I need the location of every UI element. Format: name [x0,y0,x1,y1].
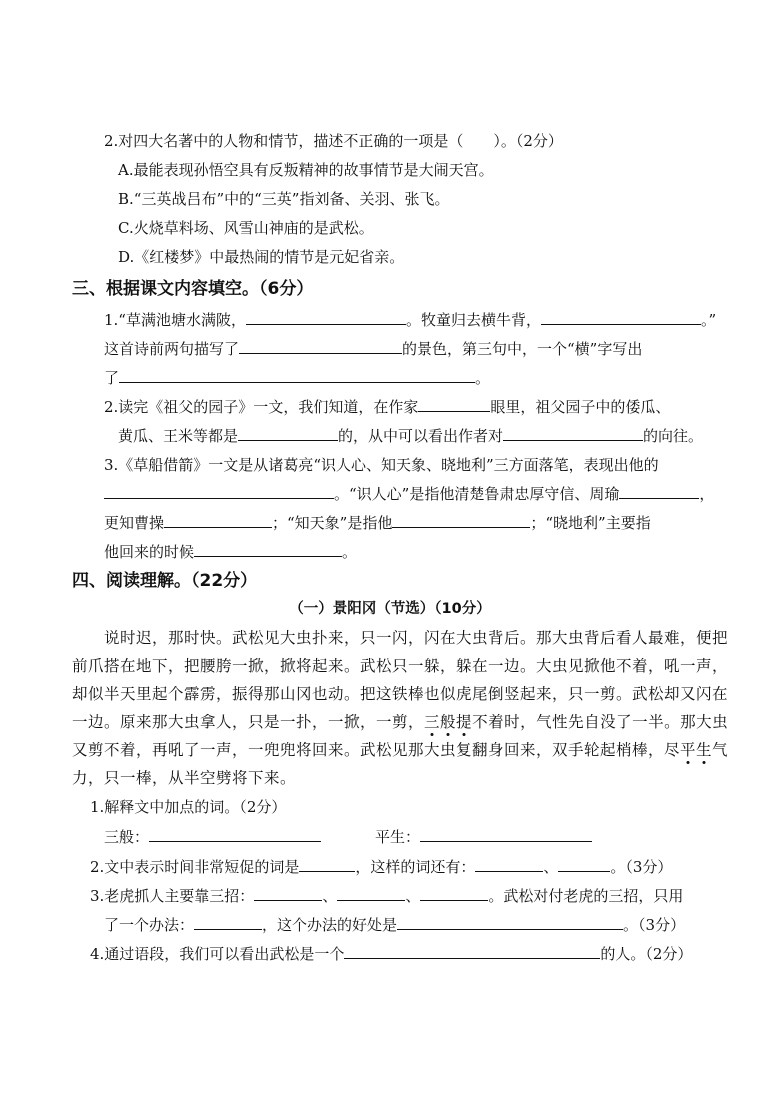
s4-q4 [90,944,780,964]
s3-q3-line2 [104,484,780,504]
s4-q3-line1 [90,886,780,906]
s4-q3-text-d: 。武松对付老虎的三招，只用 [488,887,684,905]
s4-q2-text-b: ，这样的词还有： [355,858,476,876]
s3-q1-text-g: 。 [475,369,491,387]
passage-line-2: 前爪搭在地下，把腰胯一掀，掀将起来。武松只一躲，躲在一边。大虫见掀他不着，吼一声， [72,657,729,675]
blank[interactable] [254,886,322,901]
blank[interactable] [149,827,321,842]
s3-q1-line1 [104,310,780,330]
s4-q3-text-e: 了一个办法： [104,916,195,934]
q2-option-c: C.火烧草料场、风雪山神庙的是武松。 [118,219,374,237]
blank[interactable] [344,944,600,959]
s3-q3-text-b: 。“识人心”是指他清楚鲁肃忠厚守信、周瑜 [334,485,620,503]
s4-q4-text-b: 的人。（2分） [600,945,693,963]
s4-q1-answers [104,827,780,847]
s3-q1-text-c: 。” [701,311,717,329]
s4-q3-text-b: 、 [322,887,338,905]
s3-q2-text-b: 眼里，祖父园子中的倭瓜、 [490,398,671,416]
blank[interactable] [397,915,623,930]
section-3-heading: 三、根据课文内容填空。（6分） [72,279,314,299]
s4-q3-text-f: ，这个办法的好处是 [262,916,398,934]
s4-q2-text-a: 2.文中表示时间非常短促的词是 [90,858,300,876]
blank[interactable] [239,339,402,354]
s3-q3-text-e: ；“知天象”是指他 [272,514,393,532]
blank[interactable] [420,886,488,901]
blank[interactable] [164,513,272,528]
passage-line-4 [72,712,780,732]
passage-line-1: 说时迟，那时快。武松见大虫扑来，只一闪，闪在大虫背后。那大虫背后看人最难，便把 [104,629,729,647]
s3-q1-text-f: 了 [104,369,120,387]
q2-stem: 2.对四大名著中的人物和情节，描述不正确的一项是（ ）。（2分） [104,132,563,150]
s3-q3-text-g: 他回来的时候 [104,543,195,561]
section-4-heading: 四、阅读理解。（22分） [72,571,258,591]
s4-q1-label-a: 三般： [104,828,150,846]
passage-line-5-b: 气 [712,741,729,759]
s3-q2-text-d: 的，从中可以看出作者对 [338,427,504,445]
s3-q3-text-f: ；“晓地利”主要指 [530,514,651,532]
passage-line-4-b: 不着时，气性先自没了一半。那大虫 [472,713,729,731]
dotted-char: 平 [680,741,697,759]
s4-q3-text-c: 、 [405,887,421,905]
passage-line-6: 力，只一棒，从半空劈将下来。 [72,769,297,787]
s3-q1-text-a: 1.“草满池塘水满陂， [104,311,246,329]
s3-q3-line1: 3.《草船借箭》一文是从诸葛亮“识人心、知天象、晓地利”三方面落笔，表现出他的 [104,456,659,474]
blank[interactable] [238,426,338,441]
s3-q1-line2 [104,339,780,359]
s4-q4-text-a: 4.通过语段，我们可以看出武松是一个 [90,945,345,963]
blank[interactable] [541,310,701,325]
blank[interactable] [475,857,543,872]
blank[interactable] [104,484,334,499]
q2-option-b: B.“三英战吕布”中的“三英”指刘备、关羽、张飞。 [118,190,450,208]
q2-option-d: D.《红楼梦》中最热闹的情节是元妃省亲。 [118,248,405,266]
dotted-char: 生 [696,741,713,759]
s3-q3-line4 [104,542,780,562]
s4-q3-text-g: 。（3分） [623,916,686,934]
blank[interactable] [194,542,342,557]
s4-q3-line2 [104,915,780,935]
s3-q2-line1 [104,397,780,417]
s3-q1-text-d: 这首诗前两句描写了 [104,340,240,358]
blank[interactable] [299,857,355,872]
blank[interactable] [194,915,262,930]
s4-q1-label-b: 平生： [375,828,421,846]
s4-q3-text-a: 3.老虎抓人主要靠三招： [90,887,255,905]
blank[interactable] [337,886,405,901]
s3-q3-line3 [104,513,780,533]
s3-q3-text-c: ， [699,485,715,503]
blank[interactable] [558,857,610,872]
s3-q1-text-b: 。牧童归去横牛背， [405,311,541,329]
blank[interactable] [392,513,530,528]
passage-line-5-a: 又剪不着，再吼了一声，一兜兜将回来。武松见那大虫复翻身回来，双手轮起梢棒，尽 [72,741,681,759]
s4-q1: 1.解释文中加点的词。（2分） [90,798,287,816]
s4-q2-text-c: 、 [543,858,559,876]
s3-q3-text-d: 更知曹操 [104,514,165,532]
blank[interactable] [418,397,490,412]
dotted-char: 般 [440,713,457,731]
s3-q1-text-e: 的景色，第三句中，一个“横”字写出 [402,340,643,358]
q2-option-a: A.最能表现孙悟空具有反叛精神的故事情节是大闹天宫。 [118,161,494,179]
passage-line-3: 却似半天里起个霹雳，振得那山冈也动。把这铁棒也似虎尾倒竖起来，只一剪。武松却又闪在 [72,685,729,703]
s3-q1-line3 [104,368,780,388]
s4-q2-text-d: 。（3分） [610,858,673,876]
blank[interactable] [420,827,592,842]
blank[interactable] [503,426,643,441]
dotted-char: 三 [424,713,441,731]
s3-q2-text-c: 黄瓜、王米等都是 [118,427,239,445]
s3-q2-text-a: 2.读完《祖父的园子》一文，我们知道，在作家 [104,398,419,416]
blank[interactable] [619,484,699,499]
passage-title: （一）景阳冈（节选）（10分） [289,601,491,617]
s3-q2-text-e: 的向往。 [643,427,704,445]
blank[interactable] [246,310,406,325]
blank[interactable] [119,368,475,383]
s4-q2 [90,857,780,877]
dotted-char: 提 [456,713,473,731]
passage-line-4-a: 一边。原来那大虫拿人，只是一扑，一掀，一剪， [72,713,425,731]
s3-q2-line2 [118,426,780,446]
passage-line-5 [72,740,780,760]
s3-q3-text-h: 。 [342,543,358,561]
